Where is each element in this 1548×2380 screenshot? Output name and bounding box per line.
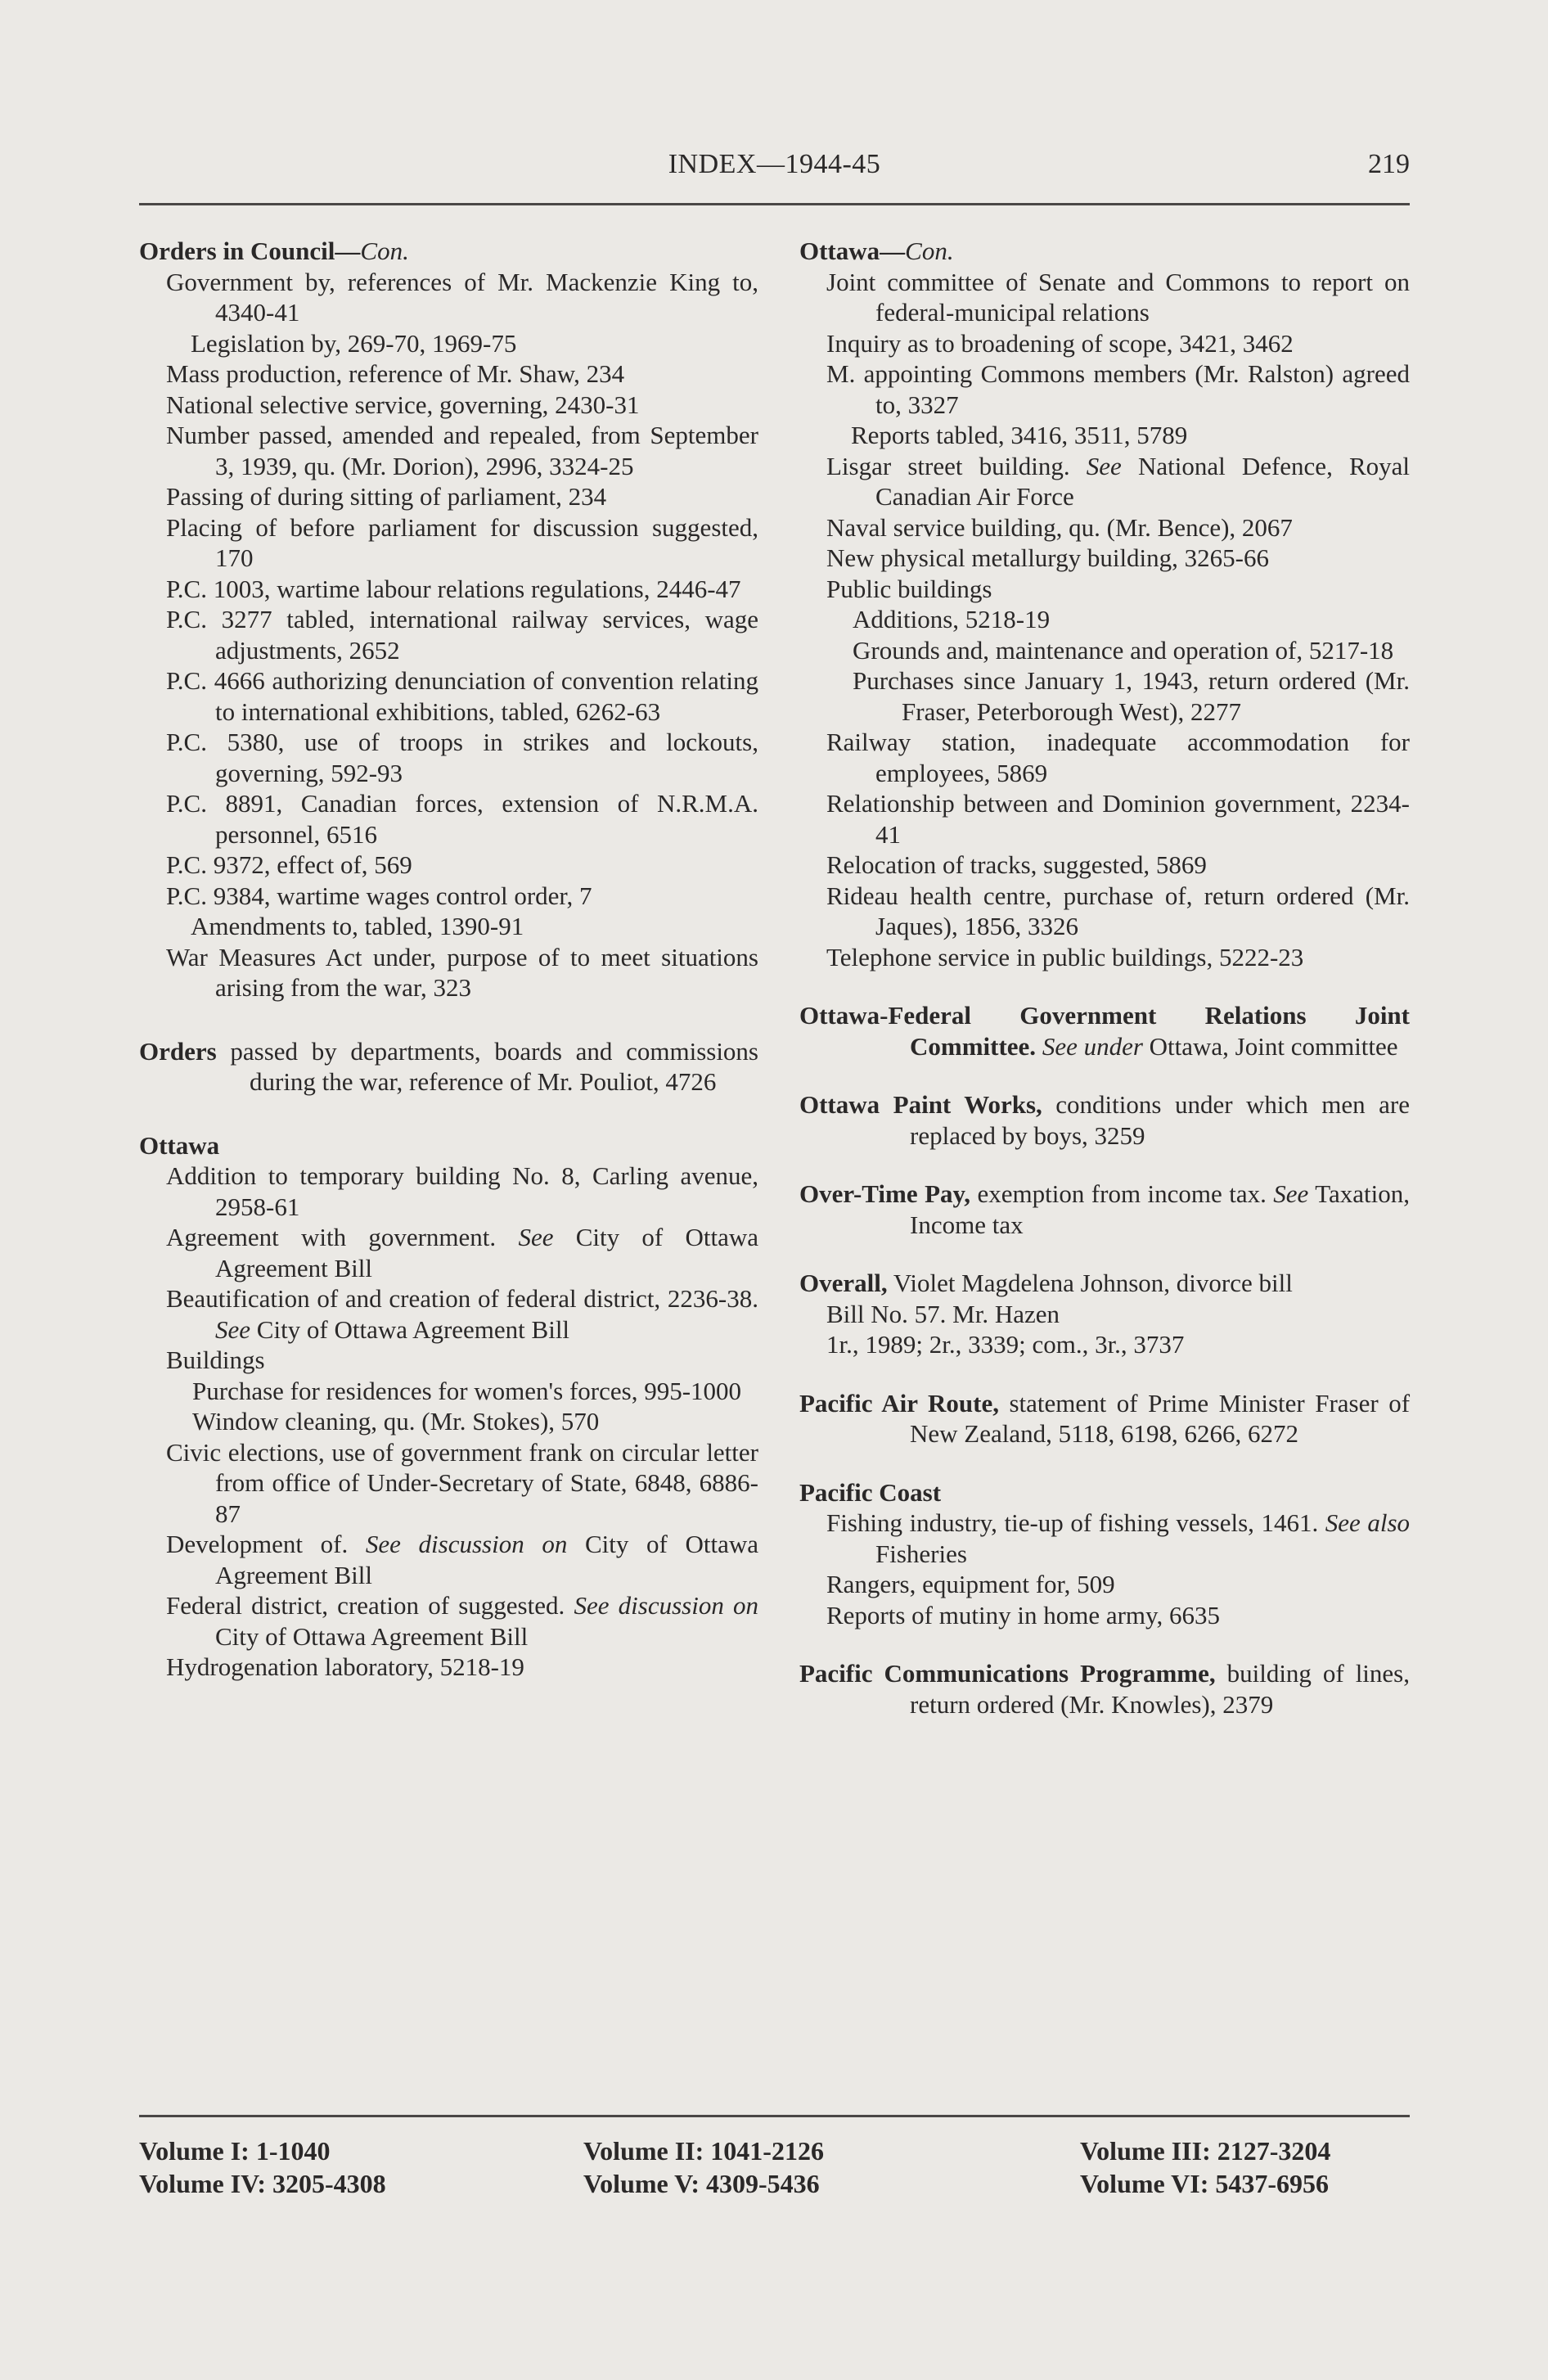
sub-entry: Amendments to, tabled, 1390-91 [191, 912, 524, 940]
sub-entry: Relocation of tracks, suggested, 5869 [826, 850, 1207, 879]
volume-range: Volume IV: 3205-4308 [139, 2169, 386, 2198]
sub-entry: Fishing industry, tie-up of fishing vessels, 1461. See also Fisheries [826, 1508, 1411, 1568]
header-rule [139, 203, 1410, 205]
index-entry-orders-in-council [139, 236, 758, 1003]
volume-range: Volume V: 4309-5436 [583, 2169, 820, 2198]
sub-sub-entry: Purchases since January 1, 1943, return ordered (Mr. Fraser, Peterborough West), 2277 [853, 666, 1410, 726]
sub-entry: P.C. 9372, effect of, 569 [166, 850, 412, 879]
sub-entry: Inquiry as to broadening of scope, 3421, 3462 [826, 328, 1294, 358]
continued-label: Con. [360, 237, 409, 265]
sub-entry: New physical metallurgy building, 3265-66 [826, 543, 1269, 572]
sub-entry: Passing of during sitting of parliament, 234 [166, 482, 607, 511]
sub-entry: Joint committee of Senate and Commons to report on federal-municipal relations [826, 267, 1410, 327]
running-title: INDEX—1944-45 [668, 149, 881, 179]
sub-entry: P.C. 1003, wartime labour relations regulations, 2446-47 [166, 574, 741, 603]
sub-entry: Number passed, amended and repealed, from September 3, 1939, qu. (Mr. Dorion), 2996, 3324-25 [166, 421, 758, 480]
sub-entry: P.C. 8891, Canadian forces, extension of N.R.M.A. personnel, 6516 [166, 789, 758, 849]
entry-text: passed by departments, boards and commissions during the war, reference of Mr. Pouliot, 4726 [230, 1036, 758, 1096]
sub-entry: War Measures Act under, purpose of to meet situations arising from the war, 323 [166, 942, 758, 1002]
sub-entry: P.C. 3277 tabled, international railway services, wage adjustments, 2652 [166, 605, 758, 665]
sub-entry: M. appointing Commons members (Mr. Ralston) agreed to, 3327 [826, 359, 1410, 419]
entry-heading: Pacific Coast [799, 1477, 942, 1507]
sub-entry: Rangers, equipment for, 509 [826, 1570, 1115, 1598]
volume-range: Volume III: 2127-3204 [1080, 2136, 1331, 2166]
sub-entry: P.C. 9384, wartime wages control order, 7 [166, 881, 592, 910]
volume-range: Volume II: 1041-2126 [583, 2136, 824, 2166]
index-entry-over-time-pay: Over-Time Pay, exemption from income tax. See Taxation, Income tax [799, 1179, 1410, 1239]
index-entry-pacific-communications: Pacific Communications Programme, building of lines, return ordered (Mr. Knowles), 2379 [799, 1659, 1410, 1719]
sub-entry: Telephone service in public buildings, 5222-23 [826, 942, 1304, 971]
sub-entry: Placing of before parliament for discussion suggested, 170 [166, 512, 758, 572]
sub-entry: Hydrogenation laboratory, 5218-19 [166, 1652, 524, 1681]
page-header [139, 149, 1410, 198]
sub-sub-entry: Grounds and, maintenance and operation of, 5217-18 [853, 635, 1394, 665]
index-entry-ottawa-federal: Ottawa-Federal Government Relations Joint Committee. See under Ottawa, Joint committee [799, 1001, 1410, 1061]
entry-heading: Orders in Council— [139, 237, 361, 265]
sub-entry: Rideau health centre, purchase of, return ordered (Mr. Jaques), 1856, 3326 [826, 881, 1410, 940]
sub-sub-entry: Window cleaning, qu. (Mr. Stokes), 570 [192, 1407, 600, 1436]
sub-entry: Relationship between and Dominion government, 2234-41 [826, 789, 1410, 849]
sub-entry: Civic elections, use of government frank on circular letter from office of Under-Secretary of State, 6848, 6886-87 [166, 1437, 758, 1528]
sub-entry: Government by, references of Mr. Mackenzie King to, 4340-41 [166, 267, 758, 327]
sub-entry: Federal district, creation of suggested. See discussion on City of Ottawa Agreement Bill [166, 1591, 759, 1651]
index-entry-overall: Overall, Violet Magdelena Johnson, divorce bill Bill No. 57. Mr. Hazen 1r., 1989; 2r., 3339; com., 3r., 3737 [799, 1268, 1410, 1360]
index-entry-orders-passed [139, 1036, 758, 1098]
left-column [139, 236, 758, 1683]
sub-entry: Mass production, reference of Mr. Shaw, 234 [166, 359, 625, 388]
continued-label: Con. [905, 237, 954, 265]
index-entry-pacific-air-route: Pacific Air Route, statement of Prime Minister Fraser of New Zealand, 5118, 6198, 6266, 6272 [799, 1388, 1411, 1448]
sub-entry: Reports of mutiny in home army, 6635 [826, 1600, 1221, 1629]
volume-range: Volume VI: 5437-6956 [1080, 2169, 1330, 2198]
sub-entry: Agreement with government. See City of Ottawa Agreement Bill [166, 1223, 758, 1282]
entry-heading: Ottawa [139, 1130, 220, 1160]
entry-heading: Orders [139, 1036, 217, 1066]
footer-rule [139, 2115, 1410, 2117]
sub-entry: Naval service building, qu. (Mr. Bence), 2067 [826, 512, 1293, 542]
index-entry-ottawa-paint-works: Ottawa Paint Works, conditions under which men are replaced by boys, 3259 [799, 1090, 1410, 1150]
sub-entry: Addition to temporary building No. 8, Carling avenue, 2958-61 [166, 1161, 758, 1221]
index-entry-ottawa [139, 1130, 758, 1683]
page-number: 219 [1368, 149, 1410, 179]
sub-entry: National selective service, governing, 2430-31 [166, 390, 640, 419]
volume-range: Volume I: 1-1040 [139, 2136, 331, 2166]
sub-entry: Development of. See discussion on City of Ottawa Agreement Bill [166, 1530, 759, 1589]
sub-entry: 1r., 1989; 2r., 3339; com., 3r., 3737 [826, 1330, 1185, 1359]
entry-heading: Ottawa— [799, 237, 906, 265]
sub-entry: Legislation by, 269-70, 1969-75 [191, 328, 517, 358]
sub-sub-entry: Additions, 5218-19 [853, 605, 1051, 633]
sub-entry: P.C. 5380, use of troops in strikes and lockouts, governing, 592-93 [166, 728, 758, 787]
sub-entry: Lisgar street building. See National Defence, Royal Canadian Air Force [826, 451, 1410, 511]
right-column [799, 236, 1410, 1720]
sub-entry: Public buildings [826, 574, 992, 603]
index-entry-pacific-coast [799, 1477, 1410, 1631]
index-entry-ottawa-continued [799, 236, 1410, 972]
sub-entry: P.C. 4666 authorizing denunciation of convention relating to international exhibitions, tabled, 6262-63 [166, 666, 758, 726]
sub-entry: Reports tabled, 3416, 3511, 5789 [851, 421, 1188, 449]
sub-entry: Buildings [166, 1346, 265, 1374]
sub-entry: Beautification of and creation of federal district, 2236-38. See City of Ottawa Agreement Bill [166, 1284, 758, 1344]
sub-sub-entry: Purchase for residences for women's forces, 995-1000 [192, 1376, 742, 1405]
sub-entry: Bill No. 57. Mr. Hazen [826, 1299, 1060, 1328]
sub-entry: Railway station, inadequate accommodation for employees, 5869 [826, 728, 1410, 787]
